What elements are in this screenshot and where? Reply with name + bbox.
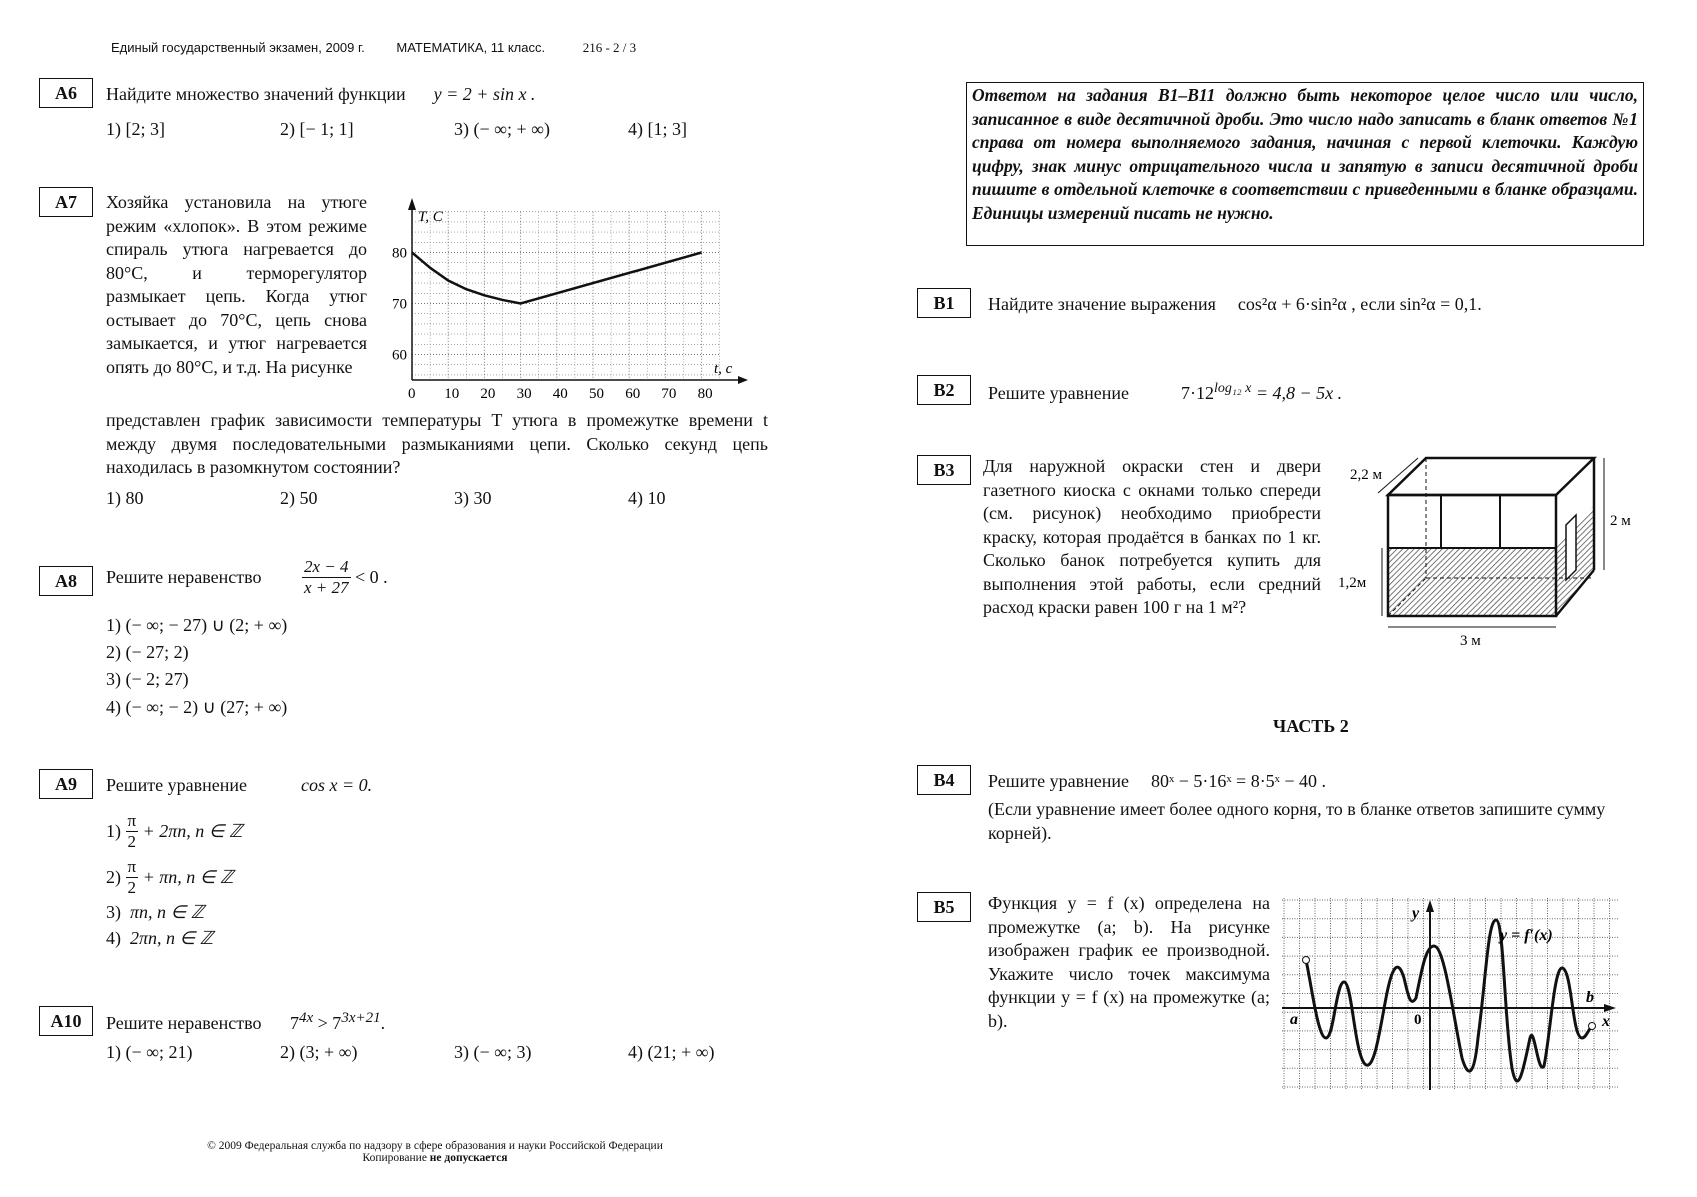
task-label-b3: B3 [917, 455, 971, 485]
page-header [111, 40, 636, 56]
a10-option-2: 2) (3; + ∞) [280, 1042, 358, 1062]
origin-label: 0 [1414, 1012, 1422, 1028]
a6-option-2: 2) [− 1; 1] [280, 119, 354, 139]
rest: 2πn, n ∈ ℤ [130, 928, 214, 948]
x-tick-label: 70 [661, 386, 677, 402]
a8-option-3: 3) (− 2; 27) [106, 669, 189, 689]
door [1566, 515, 1576, 580]
rest: + 2πn, n ∈ ℤ [142, 821, 243, 841]
numerator: 2x − 4 [303, 557, 349, 576]
a8-rhs: < 0 . [355, 567, 388, 587]
y-label: y [1412, 905, 1420, 922]
x-axis-arrow-icon [738, 376, 748, 384]
open-endpoint-a [1303, 957, 1310, 964]
y-tick-label: 70 [392, 296, 407, 313]
num: 1) [106, 821, 121, 841]
mid: > 7 [313, 1013, 342, 1033]
y-axis-arrow-icon [1426, 900, 1434, 912]
task-label-a6: А6 [39, 78, 93, 108]
a9-text [106, 775, 372, 796]
a6-text [106, 84, 535, 105]
a8-option-4: 4) (− ∞; − 2) ∪ (27; + ∞) [106, 697, 288, 717]
a8-fraction [302, 557, 351, 598]
dim-height: 2 м [1610, 513, 1631, 529]
a9-option-3 [106, 902, 204, 923]
a6-option-4: 4) [1; 3] [628, 119, 687, 139]
a8-text [106, 557, 388, 598]
task-label-b4: B4 [917, 765, 971, 795]
y-axis-label: T, С [418, 209, 443, 225]
a10-option-4: 4) (21; + ∞) [628, 1042, 715, 1062]
y-tick-label: 80 [392, 245, 407, 262]
open-endpoint-b [1589, 1023, 1596, 1030]
base: 7 [289, 1013, 299, 1033]
part-2-heading: ЧАСТЬ 2 [1273, 716, 1349, 736]
rest: + πn, n ∈ ℤ [142, 867, 234, 887]
b-label: b [1586, 989, 1594, 1006]
dim-low-wall: 1,2м [1338, 575, 1367, 591]
a8-option-1: 1) (− ∞; − 27) ∪ (2; + ∞) [106, 615, 288, 635]
x-tick-label: 50 [589, 386, 604, 402]
numerator: π [127, 857, 137, 876]
exam-title: Единый государственный экзамен, 2009 г. [111, 40, 365, 55]
a10-question: Решите неравенство [106, 1013, 262, 1033]
base: 7·12 [1180, 383, 1214, 403]
x-tick-label: 80 [697, 386, 713, 402]
derivative-graph [1282, 898, 1618, 1090]
a9-formula: cos x = 0. [300, 775, 373, 795]
a6-formula: y = 2 + sin x . [433, 84, 536, 104]
dim-width: 3 м [1460, 633, 1481, 649]
subject: МАТЕМАТИКА, 11 класс. [396, 40, 546, 55]
painted-front-wall [1388, 548, 1556, 616]
fraction [126, 811, 139, 852]
task-label-b2: B2 [917, 375, 971, 405]
b4-text [988, 771, 1326, 792]
a9-question: Решите уравнение [106, 775, 247, 795]
b3-text: Для наружной окраски стен и двери газетного киоска с окнами только спереди (см. рисунок) необходимо приобрести краску, которая продаётся в банках по 1 кг. Сколько банок потребуется купить для выполнения этой работы, если средний расход краски равен 100 г на 1 м²? [983, 456, 1321, 617]
y-axis-arrow-icon [408, 198, 416, 210]
denominator: 2 [127, 878, 137, 897]
a10-text [106, 1010, 385, 1034]
a10-option-3: 3) (− ∞; 3) [454, 1042, 532, 1062]
exp: log₁₂ x [1213, 381, 1252, 396]
a7-temperature-graph [390, 198, 750, 408]
num: 2) [106, 867, 121, 887]
b4-question: Решите уравнение [988, 771, 1129, 791]
rhs: = 4,8 − 5x . [1251, 383, 1343, 403]
task-label-a9: А9 [39, 769, 93, 799]
exp: 3x+21 [341, 1010, 381, 1026]
fraction [126, 857, 139, 898]
derivative-curve [1306, 920, 1592, 1081]
b5-text: Функция y = f (x) определена на промежутке (a; b). На рисунке изображен график ее производной. Укажите число точек максимума функции y = f (x) на промежутке (a; b). [988, 893, 1270, 1031]
b1-question: Найдите значение выражения [988, 294, 1216, 314]
page-code: 216 - 2 / 3 [582, 40, 637, 55]
a6-question: Найдите множество значений функции [106, 84, 406, 104]
x-tick-label: 10 [444, 386, 460, 402]
a10-formula [289, 1010, 386, 1033]
exp: 4x [298, 1010, 314, 1026]
a7-text: Хозяйка установила на утюге режим «хлопок». В этом режиме спираль утюга нагревается до 80°С, и терморегулятор размыкает цепь. Когда утюг остывает до 70°С, цепь снова замыкается, и утюг нагревается опять до 80°С, и т.д. На рисунке [106, 192, 367, 377]
instructions-box: Ответом на задания В1–В11 должно быть некоторое целое число или число, записанное в виде десятичной дроби. Это число надо записать в бланк ответов №1 справа от номера выполняемого задания, начиная с первой клеточки. Каждую цифру, знак минус отрицательного числа и запятую в записи десятичной дроби пишите в отдельной клеточке в соответствии с приведенными в бланке образцами. Единицы измерений писать не нужно. [966, 82, 1644, 246]
x-tick-label: 40 [552, 386, 568, 402]
a-label: a [1290, 1011, 1298, 1028]
b4-note: (Если уравнение имеет более одного корня, то в бланке ответов запишите сумму корней). [988, 799, 1606, 843]
x-tick-label: 0 [408, 386, 416, 402]
task-label-a10: А10 [39, 1006, 93, 1036]
num: 3) [106, 902, 121, 922]
a10-option-1: 1) (− ∞; 21) [106, 1042, 193, 1062]
end: . [380, 1013, 386, 1033]
copyright: © 2009 Федеральная служба по надзору в сфере образования и науки Российской Федерации [207, 1140, 663, 1152]
denominator: x + 27 [303, 578, 349, 597]
a9-option-4 [106, 928, 213, 949]
numerator: π [127, 811, 137, 830]
a7-option-2: 2) 50 [280, 488, 318, 508]
b2-text [988, 381, 1342, 404]
a7-option-1: 1) 80 [106, 488, 144, 508]
a9-option-2 [106, 857, 233, 898]
task-label-b1: B1 [917, 288, 971, 318]
footer [150, 1140, 720, 1164]
x-tick-label: 60 [625, 386, 641, 402]
num: 4) [106, 928, 121, 948]
a7-option-3: 3) 30 [454, 488, 492, 508]
task-label-a7: А7 [39, 187, 93, 217]
x-tick-label: 20 [480, 386, 496, 402]
x-axis-label: t, c [714, 361, 733, 377]
b4-formula: 80ˣ − 5·16ˣ = 8·5ˣ − 40 . [1150, 771, 1327, 791]
task-label-a8: А8 [39, 566, 93, 596]
a6-option-1: 1) [2; 3] [106, 119, 165, 139]
b1-formula: cos²α + 6·sin²α , если sin²α = 0,1. [1237, 294, 1482, 314]
function-label: y = f′(x) [1500, 927, 1553, 944]
x-label: x [1602, 1013, 1610, 1030]
task-label-b5: B5 [917, 892, 971, 922]
a7-option-4: 4) 10 [628, 488, 666, 508]
dim-depth: 2,2 м [1350, 467, 1382, 483]
a6-option-3: 3) (− ∞; + ∞) [454, 119, 550, 139]
copy-note: Копирование [362, 1152, 430, 1164]
b2-question: Решите уравнение [988, 383, 1129, 403]
denominator: 2 [127, 832, 137, 851]
kiosk-figure [1332, 455, 1642, 655]
b1-text [988, 294, 1482, 315]
rest: πn, n ∈ ℤ [130, 902, 205, 922]
a8-option-2: 2) (− 27; 2) [106, 642, 189, 662]
copy-note-bold: не допускается [429, 1152, 508, 1164]
b2-formula [1181, 383, 1342, 403]
a8-question: Решите неравенство [106, 567, 262, 587]
y-tick-label: 60 [392, 347, 407, 364]
a7-text-cont: представлен график зависимости температуры T утюга в промежутке времени t между двумя последовательными размыканиями цепи. Сколько секунд цепь находилась в разомкнутом состоянии? [106, 410, 768, 477]
x-tick-label: 30 [516, 386, 532, 402]
a9-option-1 [106, 811, 242, 852]
